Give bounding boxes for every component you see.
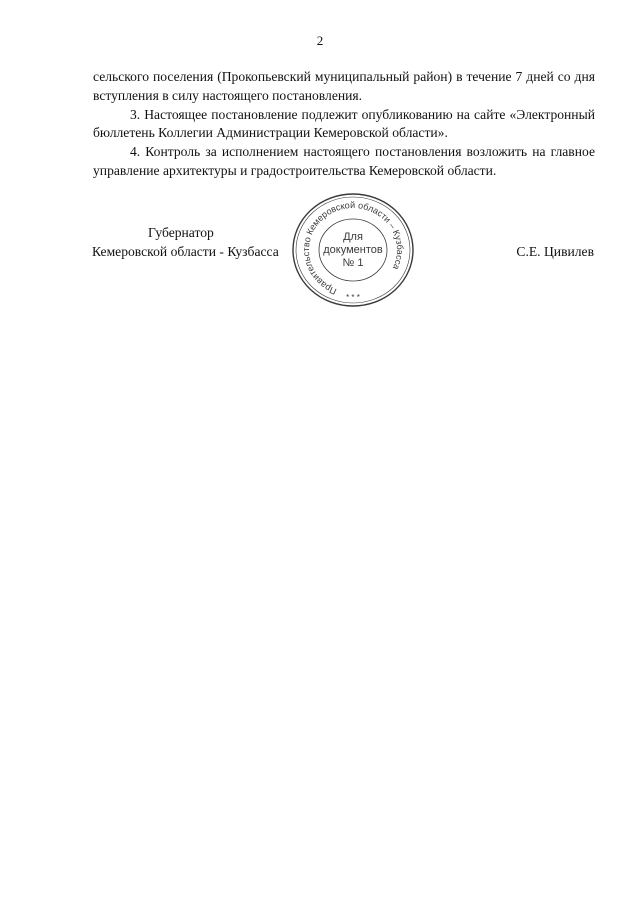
stamp-ring-text: Правительство Кемеровской области – Кузбасса [300,199,406,297]
official-stamp [289,190,417,310]
signatory-region: Кемеровской области - Кузбасса [92,244,279,259]
signatory-name: С.Е. Цивилев [516,244,594,259]
stamp-bottom-marks: * * * [346,293,360,302]
paragraph-item-3: 3. Настоящее постановление подлежит опубликованию на сайте «Электронный бюллетень Коллегии Администрации Кемеровской области». [93,106,595,141]
stamp-center-line-3: № 1 [342,257,364,269]
stamp-center-line-1: Для [343,231,363,243]
paragraph-continuation: сельского поселения (Прокопьевский муниципальный район) в течение 7 дней со дня вступления в силу настоящего постановления. [93,69,595,103]
stamp-center-line-2: документов [323,244,383,256]
page-number: 2 [316,33,324,48]
document-body [93,68,595,181]
signatory-title: Губернатор [148,225,214,240]
paragraph-item-4: 4. Контроль за исполнением настоящего постановления возложить на главное управление архитектуры и градостроительства Кемеровской области. [93,144,595,178]
